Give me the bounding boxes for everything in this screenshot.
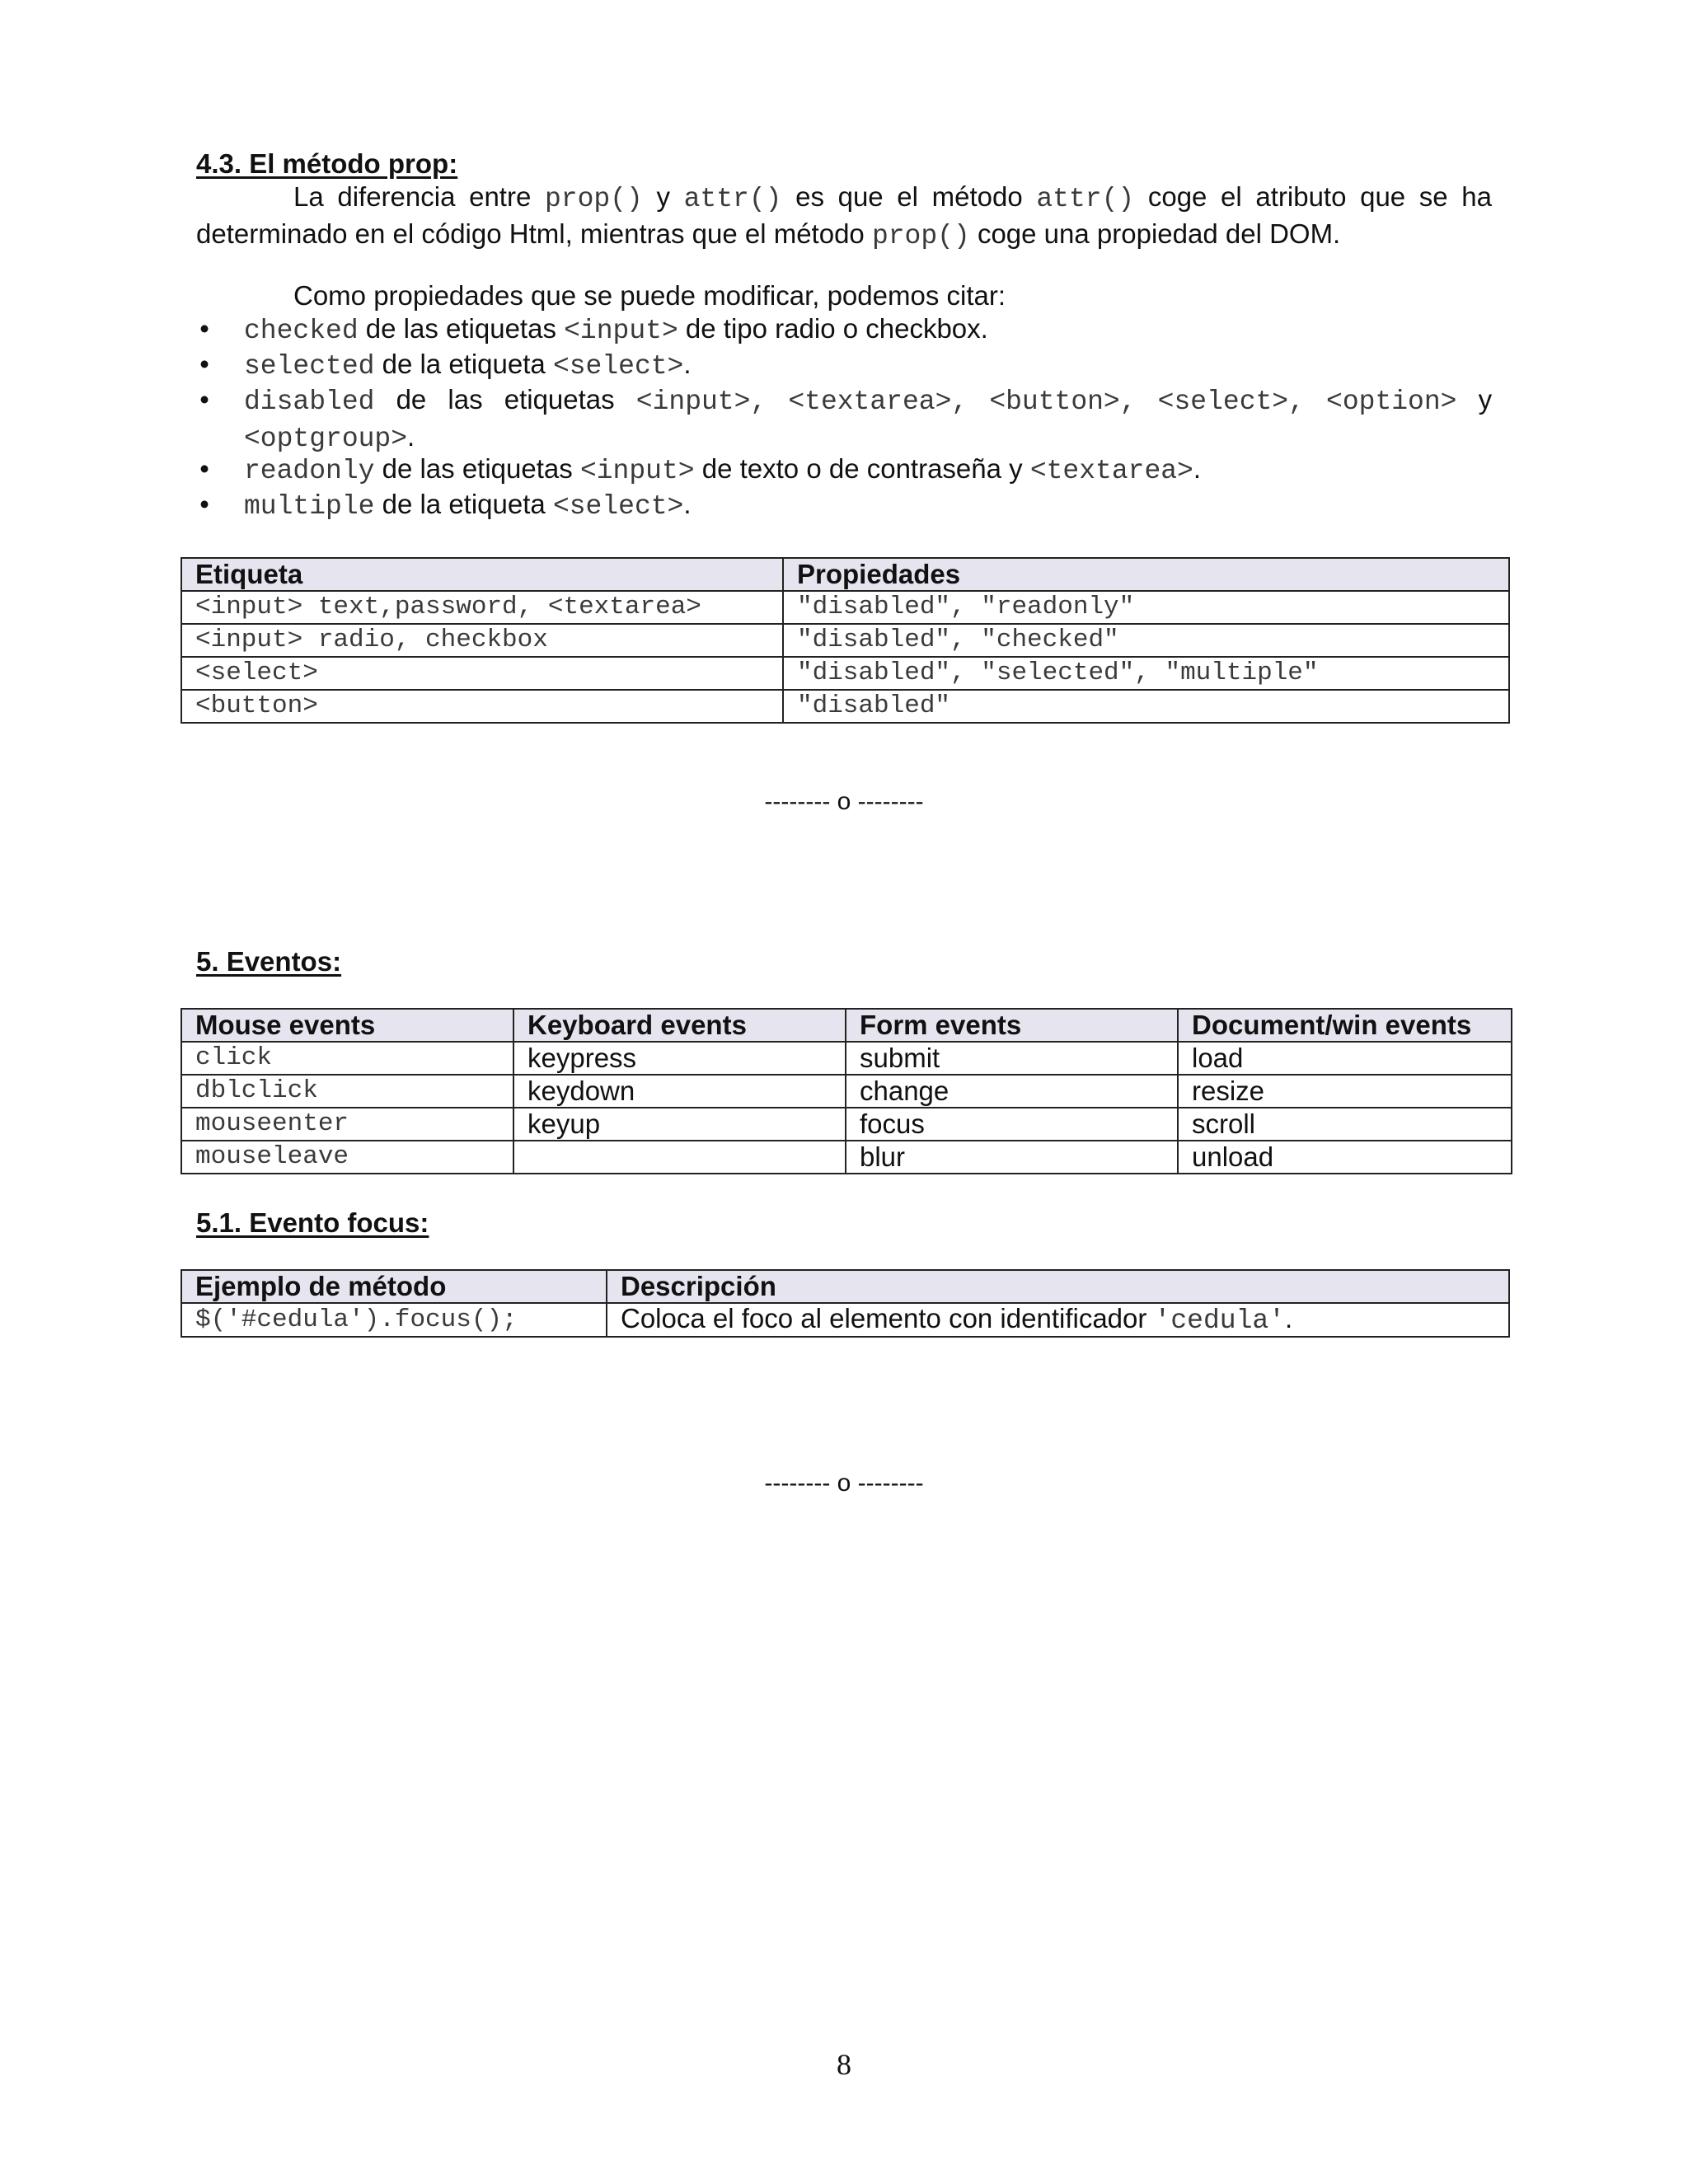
table-cell: dblclick bbox=[181, 1075, 513, 1108]
code: <textarea>, bbox=[788, 387, 968, 417]
text: . bbox=[683, 489, 692, 519]
text: las bbox=[448, 384, 483, 415]
code: <input>, bbox=[635, 387, 767, 417]
code: disabled bbox=[244, 387, 375, 417]
code-attr: attr() bbox=[683, 184, 782, 214]
table-header-row bbox=[181, 558, 1509, 591]
text: . bbox=[1193, 453, 1202, 484]
prop-paragraph-line1 bbox=[196, 180, 1492, 217]
text: determinado en el código Html, mientras que el método bbox=[196, 218, 872, 249]
text: y bbox=[1478, 384, 1493, 415]
table-row bbox=[181, 657, 1509, 690]
code: <input> bbox=[579, 456, 695, 486]
bullet-icon: • bbox=[199, 313, 209, 344]
text: de las etiquetas bbox=[358, 313, 565, 344]
table-header-cell: Ejemplo de método bbox=[181, 1270, 607, 1303]
table-cell bbox=[607, 1303, 1509, 1337]
table-cell: scroll bbox=[1178, 1108, 1512, 1141]
text: de la etiqueta bbox=[374, 349, 553, 379]
table-row bbox=[181, 1141, 1512, 1174]
table-row bbox=[181, 1075, 1512, 1108]
text: de tipo radio o checkbox. bbox=[678, 313, 988, 344]
table-header-cell: Propiedades bbox=[783, 558, 1509, 591]
section-heading-focus: 5.1. Evento focus: bbox=[196, 1207, 429, 1238]
list-item bbox=[196, 312, 1492, 347]
properties-intro: Como propiedades que se puede modificar, podemos citar: bbox=[293, 280, 1006, 311]
bullet-icon: • bbox=[199, 489, 209, 519]
code-prop: prop() bbox=[544, 184, 643, 214]
table-cell: <input> text,password, <textarea> bbox=[181, 591, 783, 624]
table-row bbox=[181, 1042, 1512, 1075]
table-cell: keyup bbox=[513, 1108, 846, 1141]
code-attr: attr() bbox=[1036, 184, 1135, 214]
text: coge una propiedad del DOM. bbox=[969, 218, 1341, 249]
text: y bbox=[642, 181, 684, 212]
prop-paragraph-line2 bbox=[196, 217, 1492, 254]
list-item bbox=[196, 487, 1492, 523]
list-item-text bbox=[244, 382, 1492, 419]
table-cell: <input> radio, checkbox bbox=[181, 624, 783, 657]
section-separator: -------- o -------- bbox=[764, 1469, 924, 1497]
code: <textarea> bbox=[1029, 456, 1193, 486]
text: La diferencia entre bbox=[293, 181, 545, 212]
table-cell: submit bbox=[846, 1042, 1178, 1075]
code: multiple bbox=[244, 491, 375, 522]
list-item bbox=[196, 452, 1492, 487]
code: <select>, bbox=[1157, 387, 1305, 417]
table-cell: mouseenter bbox=[181, 1108, 513, 1141]
table-cell: $('#cedula').focus(); bbox=[181, 1303, 607, 1337]
table-cell: mouseleave bbox=[181, 1141, 513, 1174]
text: de texto o de contraseña y bbox=[694, 453, 1030, 484]
table-row bbox=[181, 1108, 1512, 1141]
section-heading-events: 5. Eventos: bbox=[196, 946, 342, 977]
table-cell: "disabled", "selected", "multiple" bbox=[783, 657, 1509, 690]
focus-table bbox=[181, 1269, 1510, 1338]
code: checked bbox=[244, 316, 359, 346]
table-cell: unload bbox=[1178, 1141, 1512, 1174]
table-cell: <select> bbox=[181, 657, 783, 690]
text: . bbox=[683, 349, 692, 379]
table-cell: change bbox=[846, 1075, 1178, 1108]
bullet-icon: • bbox=[199, 384, 209, 415]
text: Coloca el foco al elemento con identificador bbox=[621, 1303, 1155, 1333]
code: <select> bbox=[552, 491, 684, 522]
table-cell: "disabled" bbox=[783, 690, 1509, 723]
code: <optgroup> bbox=[244, 424, 408, 454]
list-item bbox=[196, 347, 1492, 382]
text: de bbox=[396, 384, 427, 415]
table-header-row bbox=[181, 1009, 1512, 1042]
table-cell: resize bbox=[1178, 1075, 1512, 1108]
table-header-cell: Etiqueta bbox=[181, 558, 783, 591]
code: <option> bbox=[1326, 387, 1457, 417]
bullet-icon: • bbox=[199, 453, 209, 484]
table-header-cell: Form events bbox=[846, 1009, 1178, 1042]
text: coge el atributo que se ha bbox=[1134, 181, 1493, 212]
table-cell: "disabled", "readonly" bbox=[783, 591, 1509, 624]
table-cell: blur bbox=[846, 1141, 1178, 1174]
text: de las etiquetas bbox=[374, 453, 580, 484]
properties-table bbox=[181, 557, 1510, 724]
list-item bbox=[196, 382, 1492, 452]
table-row bbox=[181, 591, 1509, 624]
bullet-icon: • bbox=[199, 349, 209, 379]
text: de la etiqueta bbox=[374, 489, 553, 519]
text: . bbox=[1284, 1303, 1293, 1333]
table-cell: load bbox=[1178, 1042, 1512, 1075]
table-cell bbox=[513, 1141, 846, 1174]
code: <button>, bbox=[989, 387, 1137, 417]
prop-paragraph bbox=[196, 180, 1492, 254]
code: readonly bbox=[244, 456, 375, 486]
code: selected bbox=[244, 351, 375, 382]
code-prop: prop() bbox=[871, 221, 970, 251]
page-number: 8 bbox=[837, 2048, 851, 2081]
table-row bbox=[181, 1303, 1509, 1337]
code: <select> bbox=[552, 351, 684, 382]
section-separator: -------- o -------- bbox=[764, 788, 924, 815]
table-cell: "disabled", "checked" bbox=[783, 624, 1509, 657]
table-header-cell: Mouse events bbox=[181, 1009, 513, 1042]
events-table bbox=[181, 1008, 1512, 1174]
table-header-cell: Descripción bbox=[607, 1270, 1509, 1303]
text: etiquetas bbox=[504, 384, 615, 415]
table-cell: keydown bbox=[513, 1075, 846, 1108]
table-row bbox=[181, 624, 1509, 657]
table-header-cell: Document/win events bbox=[1178, 1009, 1512, 1042]
table-cell: click bbox=[181, 1042, 513, 1075]
code: <input> bbox=[564, 316, 678, 346]
table-header-row bbox=[181, 1270, 1509, 1303]
text: es que el método bbox=[781, 181, 1037, 212]
table-header-cell: Keyboard events bbox=[513, 1009, 846, 1042]
table-cell: <button> bbox=[181, 690, 783, 723]
table-cell: focus bbox=[846, 1108, 1178, 1141]
properties-list bbox=[196, 312, 1492, 523]
text: . bbox=[407, 421, 415, 452]
table-row bbox=[181, 690, 1509, 723]
table-cell: keypress bbox=[513, 1042, 846, 1075]
code: 'cedula' bbox=[1154, 1305, 1285, 1336]
section-heading-prop: 4.3. El método prop: bbox=[196, 148, 458, 179]
